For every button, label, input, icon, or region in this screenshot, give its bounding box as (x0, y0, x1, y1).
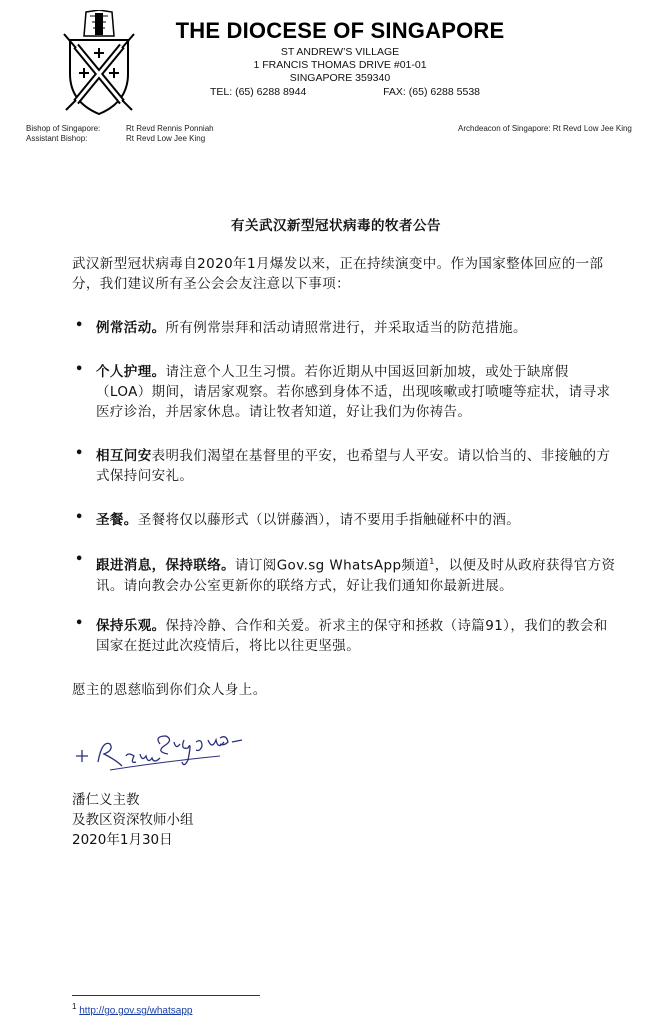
bullet-heading: 例常活动。 (96, 320, 166, 336)
bullet-body: 圣餐将仅以藤形式（以饼藤酒），请不要用手指触碰杯中的酒。 (137, 512, 521, 528)
bullet-marker: • (75, 616, 84, 631)
assistant-bishop-label: Assistant Bishop: (26, 134, 88, 143)
bullet-marker: • (75, 362, 84, 377)
bullet-body: 保持冷静、合作和关爱。祈求主的保守和拯救（诗篇91），我们的教会和国家在挺过此次疫情后，将比以往更坚强。 (96, 618, 608, 654)
officer-names (126, 124, 214, 144)
footnote-number: 1 (72, 1002, 77, 1011)
bullet-marker: • (75, 552, 84, 567)
organization-name: THE DIOCESE OF SINGAPORE (175, 18, 505, 43)
bullet-body: 请注意个人卫生习惯。若你近期从中国返回新加坡，或处于缺席假（LOA）期间，请居家观察。若你感到身体不适，出现咳嗽或打喷嚏等症状，请寻求医疗诊治，并居家休息。请让牧者知道，好让我们为你祷告。 (96, 364, 611, 420)
bullet-item (96, 552, 616, 596)
bullet-heading: 相互问安 (96, 448, 152, 464)
bullet-heading: 跟进消息，保持联络。 (96, 557, 235, 574)
bullet-body: 所有例常崇拜和活动请照常进行，并采取适当的防范措施。 (165, 320, 527, 336)
bullet-item (96, 616, 616, 656)
bullet-item (96, 446, 616, 486)
bullet-marker: • (75, 446, 84, 461)
bullet-marker: • (75, 318, 84, 333)
bullet-body: 请订阅Gov.sg WhatsApp频道 (235, 557, 430, 574)
bullet-body-continued: ，以便及时从政府获得官方资讯。请向教会办公室更新你的联络方式，好让我们通知你最新进展。 (96, 557, 616, 594)
signoff-clergy-group: 及教区资深牧师小组 (72, 812, 194, 828)
bullet-marker: • (75, 510, 84, 525)
address-line-3: SINGAPORE 359340 (289, 72, 391, 84)
diocese-crest-logo (62, 10, 136, 118)
footnote-divider (72, 995, 260, 996)
bishop-label: Bishop of Singapore: (26, 124, 101, 133)
bullet-item (96, 362, 616, 422)
footnote (72, 1002, 192, 1016)
footnote-link[interactable]: http://go.gov.sg/whatsapp (79, 1005, 193, 1017)
fax: FAX: (65) 6288 5538 (383, 86, 480, 98)
bullet-item (96, 318, 616, 338)
archdeacon: Archdeacon of Singapore: Rt Revd Low Jee King (458, 124, 632, 133)
assistant-bishop-name: Rt Revd Low Jee King (126, 134, 206, 143)
document-title: 有关武汉新型冠状病毒的牧者公告 (231, 218, 441, 234)
telephone: TEL: (65) 6288 8944 (210, 86, 307, 98)
bullet-body: 表明我们渴望在基督里的平安，也希望与人平安。请以恰当的、非接触的方式保持问安礼。 (96, 448, 611, 484)
intro-paragraph: 武汉新型冠状病毒自2020年1月爆发以来，正在持续演变中。作为国家整体回应的一部分，我们建议所有圣公会会友注意以下事项： (72, 256, 604, 292)
blessing: 愿主的恩慈临到你们众人身上。 (72, 682, 267, 698)
address-line-2: 1 FRANCIS THOMAS DRIVE #01-01 (253, 59, 427, 71)
bullet-heading: 圣餐。 (96, 512, 138, 528)
signoff-bishop: 潘仁义主教 (72, 792, 140, 808)
officer-labels (26, 124, 100, 144)
handwritten-signature (70, 726, 250, 784)
bullet-heading: 保持乐观。 (96, 618, 166, 634)
bullet-heading: 个人护理。 (96, 364, 166, 380)
bullet-item (96, 510, 616, 530)
footnote-reference[interactable]: 1 (429, 557, 435, 566)
bishop-name: Rt Revd Rennis Ponniah (126, 124, 214, 133)
signoff-date: 2020年1月30日 (72, 832, 173, 848)
contact-line (210, 86, 480, 98)
address-line-1: ST ANDREW’S VILLAGE (280, 46, 400, 58)
